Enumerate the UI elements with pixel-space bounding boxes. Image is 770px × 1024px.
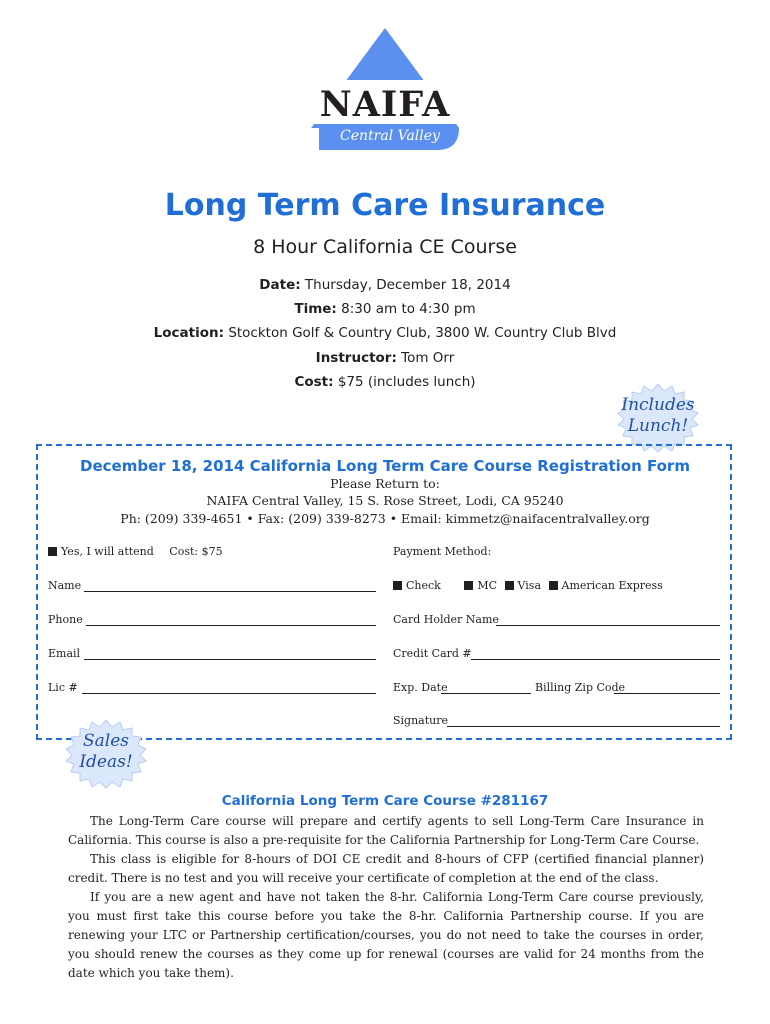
cost-value: $75 (includes lunch) — [337, 374, 476, 390]
badge-lunch-line1: Includes — [621, 395, 695, 415]
time-line — [0, 301, 770, 317]
email-field[interactable] — [84, 658, 376, 660]
location-value: Stockton Golf & Country Club, 3800 W. Country Club Blvd — [228, 325, 617, 341]
badge-sales-line1: Sales — [82, 731, 129, 751]
credit-card-field[interactable] — [471, 658, 720, 660]
lic-field[interactable] — [82, 692, 376, 694]
time-value: 8:30 am to 4:30 pm — [341, 301, 476, 317]
course-title: California Long Term Care Course #281167 — [221, 793, 549, 809]
phone-field[interactable] — [86, 624, 376, 626]
email-label: Email — [48, 647, 81, 660]
instructor-value: Tom Orr — [401, 350, 455, 366]
attend-label: Yes, I will attend — [61, 545, 154, 558]
attend-checkbox-row[interactable] — [48, 545, 223, 558]
date-line — [0, 277, 770, 293]
attend-checkbox-icon[interactable] — [48, 547, 57, 556]
visa-option[interactable] — [505, 579, 541, 592]
time-label: Time: — [294, 301, 337, 317]
naifa-logo — [305, 28, 465, 153]
credit-card-label: Credit Card # — [393, 647, 472, 660]
signature-field[interactable] — [447, 725, 720, 727]
exp-date-label: Exp. Date — [393, 681, 448, 694]
visa-checkbox-icon[interactable] — [505, 581, 514, 590]
cost-label: Cost: — [294, 374, 334, 390]
date-label: Date: — [259, 277, 301, 293]
course-description — [68, 812, 704, 983]
payment-method-label: Payment Method: — [393, 545, 492, 558]
course-paragraph: If you are a new agent and have not taken the 8-hr. California Long-Term Care course previously, you must first take this course before you take the 8-hr. California Partnership course. If you are renewing your LTC or Partnership certification/courses, you do not need to take the courses in order, you should renew the courses as they come up for renewal (courses are valid for 24 months from the date which you take them). — [68, 890, 704, 980]
date-value: Thursday, December 18, 2014 — [304, 277, 511, 293]
contact-info: Ph: (209) 339-4651 • Fax: (209) 339-8273 • Email: kimmetz@naifacentralvalley.org — [120, 511, 650, 526]
check-option[interactable] — [393, 579, 441, 592]
lic-label: Lic # — [48, 681, 78, 694]
return-address: NAIFA Central Valley, 15 S. Rose Street, Lodi, CA 95240 — [206, 493, 564, 508]
billing-zip-field[interactable] — [614, 692, 720, 694]
course-paragraph: The Long-Term Care course will prepare and certify agents to sell Long-Term Care Insurance in California. This course is also a pre-requisite for the California Partnership for Long-Term Care Course. — [68, 814, 704, 847]
badge-lunch-line2: Lunch! — [627, 416, 689, 436]
form-cost-label: Cost: $75 — [169, 545, 223, 558]
badge-sales-line2: Ideas! — [79, 752, 133, 772]
phone-label: Phone — [48, 613, 83, 626]
location-label: Location: — [153, 325, 225, 341]
card-holder-field[interactable] — [496, 624, 720, 626]
mc-option[interactable] — [464, 579, 497, 592]
instructor-label: Instructor: — [315, 350, 397, 366]
amex-label: American Express — [561, 579, 663, 592]
page-title: Long Term Care Insurance — [164, 188, 606, 223]
billing-zip-label: Billing Zip Code — [535, 681, 626, 694]
instructor-line — [0, 350, 770, 366]
card-holder-label: Card Holder Name — [393, 613, 499, 626]
amex-checkbox-icon[interactable] — [549, 581, 558, 590]
check-checkbox-icon[interactable] — [393, 581, 402, 590]
visa-label: Visa — [517, 579, 542, 592]
signature-label: Signature — [393, 714, 449, 727]
payment-options — [393, 579, 663, 592]
return-label: Please Return to: — [330, 476, 440, 491]
course-paragraph: This class is eligible for 8-hours of DOI CE credit and 8-hours of CFP (certified financial planner) credit. There is no test and you will receive your certificate of completion at the end of the class. — [68, 852, 704, 885]
exp-date-field[interactable] — [441, 692, 531, 694]
check-label: Check — [406, 579, 441, 592]
amex-option[interactable] — [549, 579, 663, 592]
logo-region: Central Valley — [340, 128, 440, 144]
page-subtitle: 8 Hour California CE Course — [253, 236, 517, 258]
logo-name: NAIFA — [319, 84, 451, 125]
name-field[interactable] — [84, 590, 376, 592]
mc-checkbox-icon[interactable] — [464, 581, 473, 590]
sales-ideas-badge — [60, 718, 152, 790]
location-line — [0, 325, 770, 341]
mc-label: MC — [477, 579, 498, 592]
registration-title: December 18, 2014 California Long Term Care Course Registration Form — [80, 457, 690, 475]
name-label: Name — [48, 579, 82, 592]
